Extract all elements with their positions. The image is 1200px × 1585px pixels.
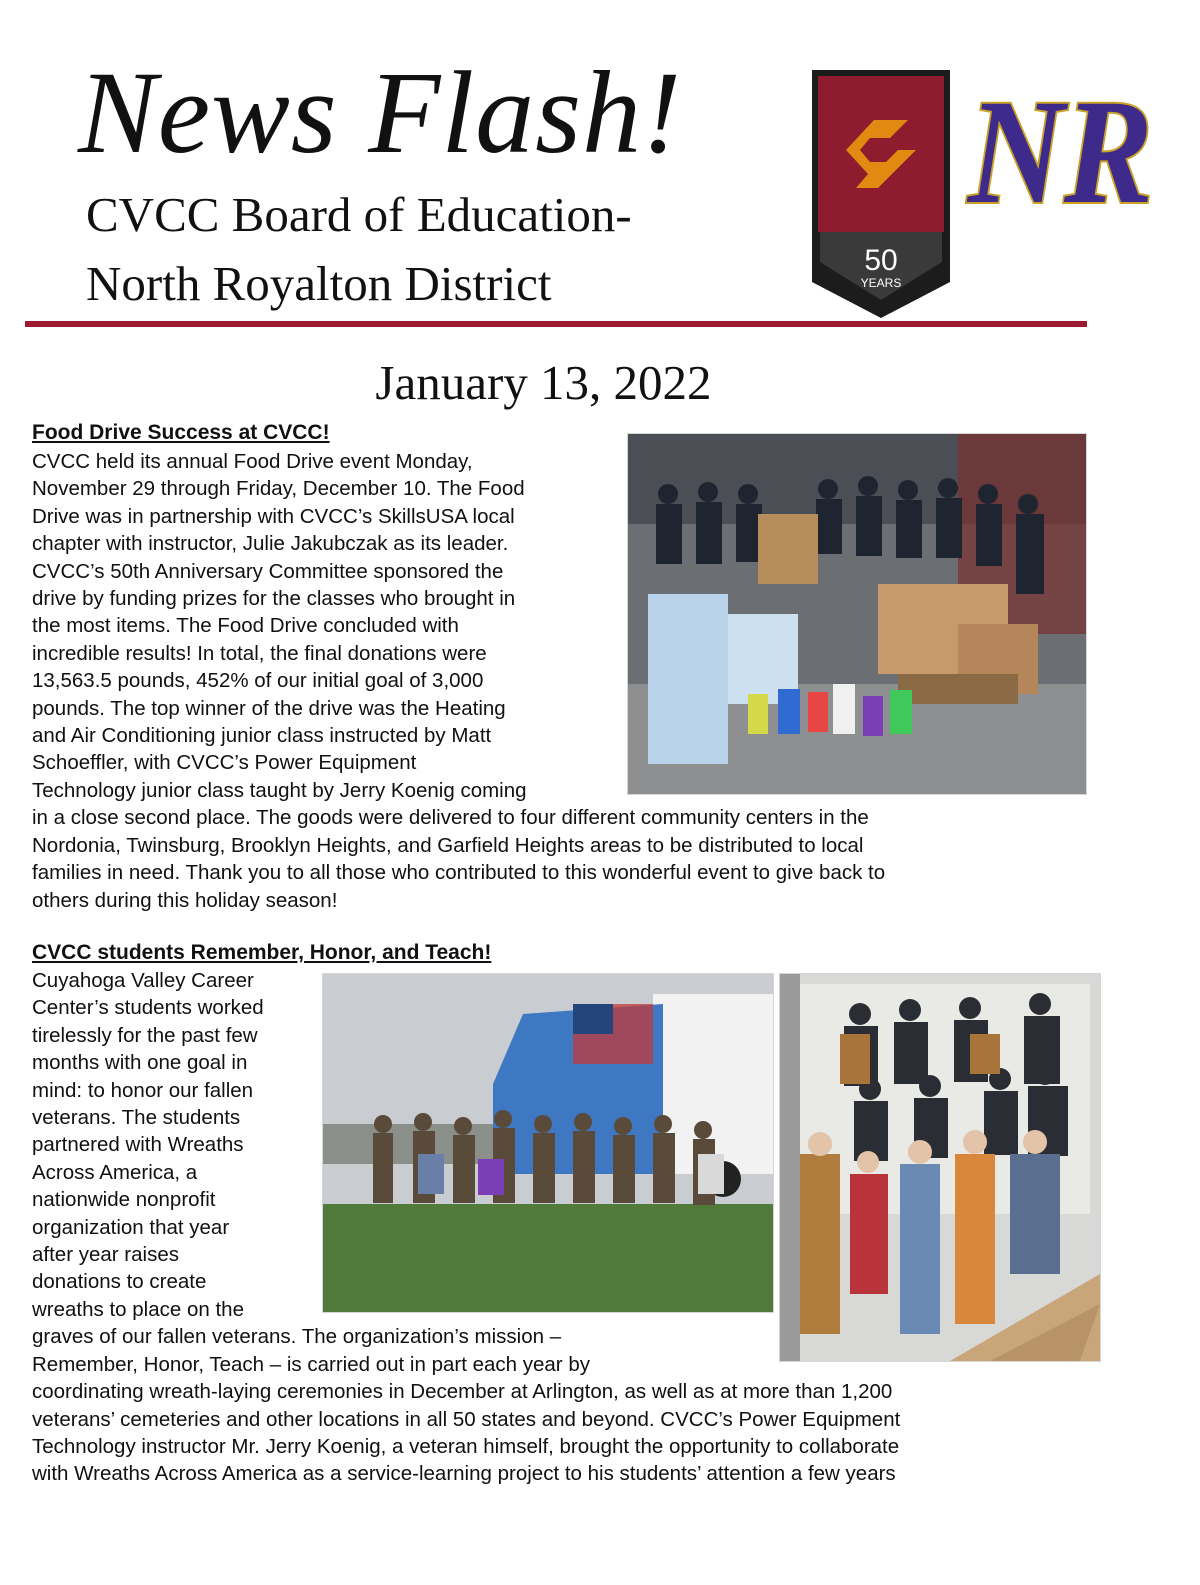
cvcc-50-years-logo [812,70,950,318]
nr-logo-initials: NR [966,84,1153,235]
article-line: in a close second place. The goods were delivered to four different community centers in the [32,806,869,830]
cvcc-logo-number: 50 [864,244,898,277]
article-line: and Air Conditioning junior class instructed by Matt [32,724,492,748]
article-headline-wreaths: CVCC students Remember, Honor, and Teach! [32,941,492,964]
article-line: Center’s students worked [32,996,264,1020]
article-line: CVCC held its annual Food Drive event Monday, [32,450,473,473]
article-line: nationwide nonprofit [32,1188,216,1212]
article-line: organization that year [32,1215,230,1239]
article-line: veterans. The students [32,1106,241,1130]
article-line: Drive was in partnership with CVCC’s SkillsUSA local [32,504,515,528]
article-line: Technology instructor Mr. Jerry Koenig, a veteran himself, brought the opportunity to collaborate [32,1434,900,1458]
article-line: pounds. The top winner of the drive was the Heating [32,696,506,720]
article-line: with Wreaths Across America as a service-learning project to his students’ attention a few years [32,1462,896,1486]
masthead-subtitle-district: North Royalton District [86,256,552,311]
article-line: coordinating wreath-laying ceremonies in December at Arlington, as well as at more than 1,200 [32,1380,893,1404]
article-line: Schoeffler, with CVCC’s Power Equipment [32,751,417,775]
article-line: graves of our fallen veterans. The organization’s mission – [32,1325,562,1349]
article-line: CVCC’s 50th Anniversary Committee sponsored the [32,559,504,583]
article-line: Cuyahoga Valley Career [32,969,254,992]
article-line: chapter with instructor, Julie Jakubczak as its leader. [32,532,509,556]
wreaths-truck-group-photo [322,973,774,1313]
article-line: after year raises [32,1243,179,1267]
masthead-divider [25,321,1087,327]
issue-date: January 13, 2022 [375,355,712,410]
article-line: incredible results! In total, the final donations were [32,641,487,665]
article-line: veterans’ cemeteries and other locations in all 50 states and beyond. CVCC’s Power Equipment [32,1407,901,1431]
article-line: tirelessly for the past few [32,1023,258,1047]
article-headline-food-drive: Food Drive Success at CVCC! [32,421,330,444]
article-line: Remember, Honor, Teach – is carried out in part each year by [32,1352,590,1376]
students-in-trailer-photo [779,973,1101,1362]
article-line: families in need. Thank you to all those who contributed to this wonderful event to give back to [32,861,886,885]
article-line: Across America, a [32,1160,198,1184]
article-line: the most items. The Food Drive concluded with [32,614,459,638]
masthead-subtitle-board: CVCC Board of Education- [86,187,632,242]
article-line: Nordonia, Twinsburg, Brooklyn Heights, and Garfield Heights areas to be distributed to local [32,833,864,857]
food-drive-photo [627,433,1087,795]
article-line: mind: to honor our fallen [32,1078,254,1102]
article-line: November 29 through Friday, December 10. The Food [32,477,525,501]
article-line: months with one goal in [32,1051,248,1075]
article-line: drive by funding prizes for the classes who brought in [32,587,516,611]
article-line: wreaths to place on the [32,1297,244,1321]
north-royalton-nr-logo [958,84,1163,284]
cvcc-logo-label: YEARS [860,276,902,290]
article-line: Technology junior class taught by Jerry Koenig coming [32,778,527,802]
article-line: donations to create [32,1270,207,1294]
article-line: others during this holiday season! [32,888,338,912]
article-line: 13,563.5 pounds, 452% of our initial goal of 3,000 [32,669,484,693]
article-line: partnered with Wreaths [32,1133,244,1157]
masthead-title: News Flash! [78,47,683,178]
